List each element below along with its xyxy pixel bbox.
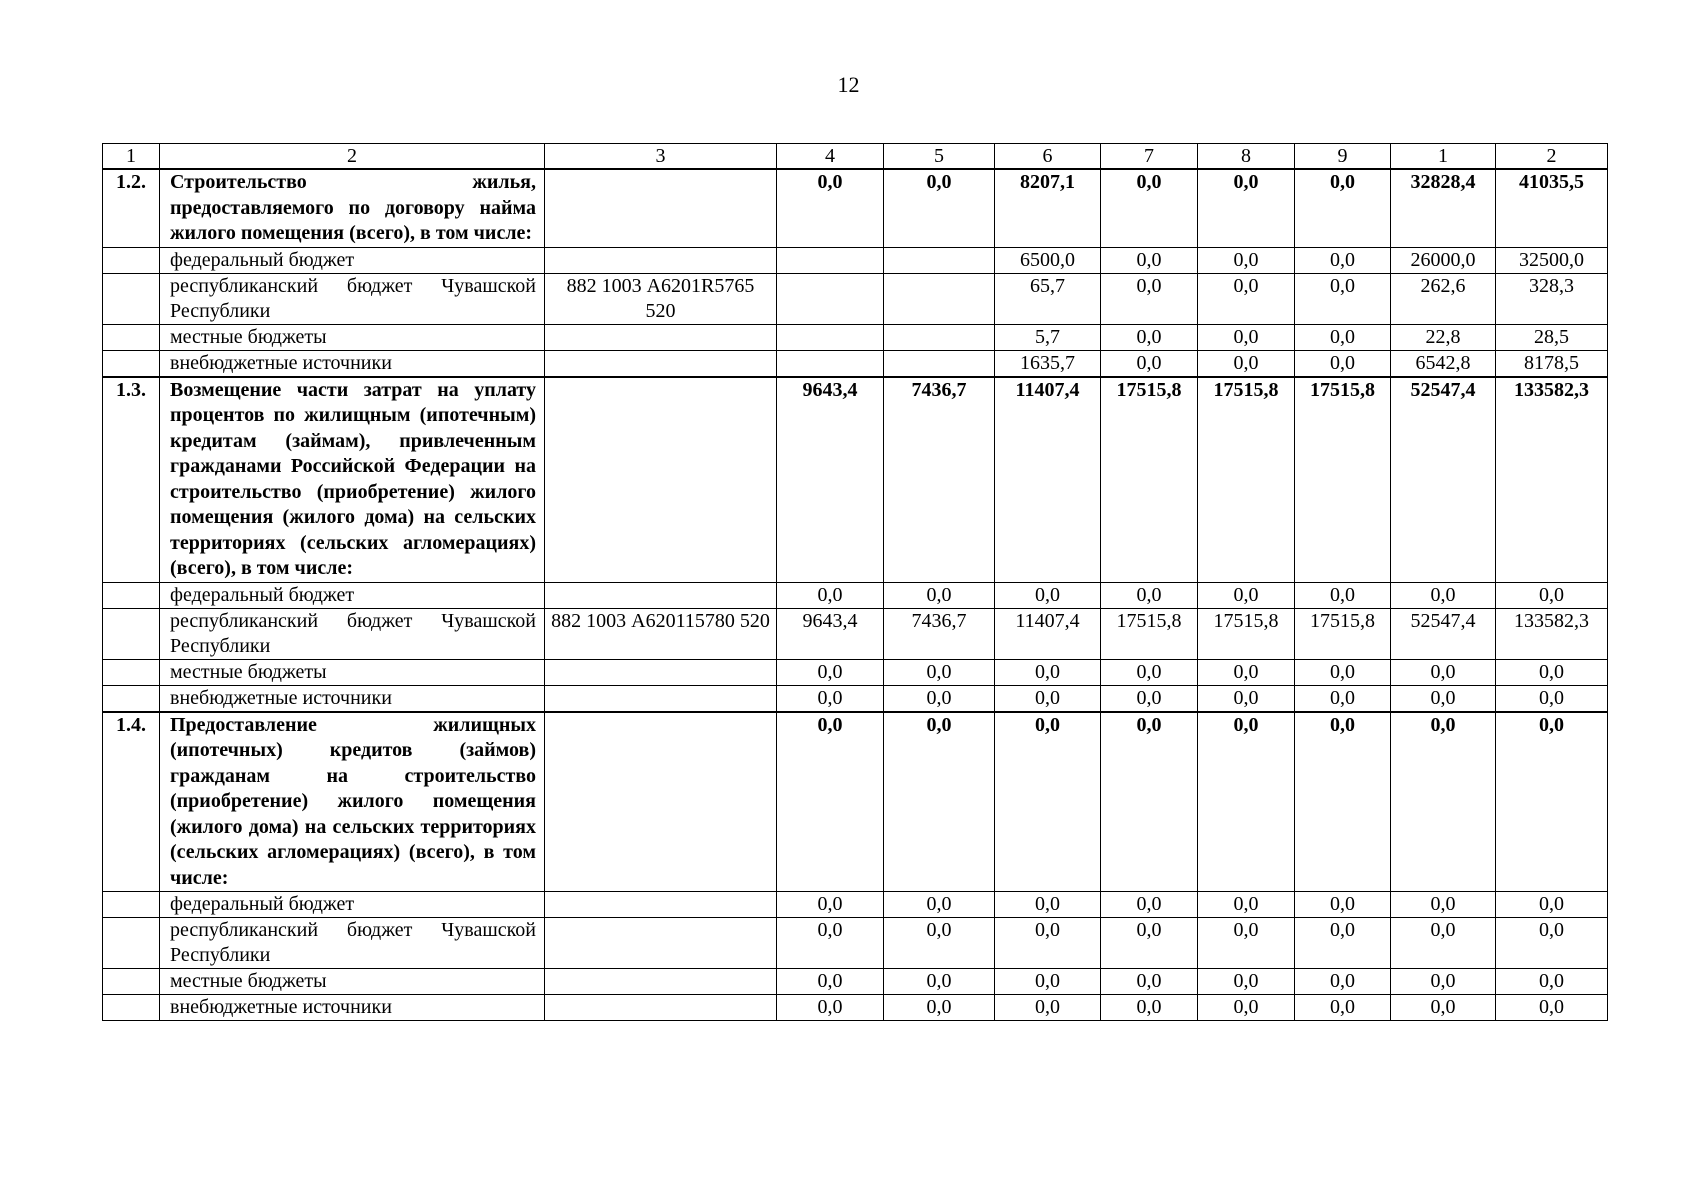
column-header: 5 [884, 144, 995, 170]
section-value: 0,0 [777, 712, 884, 892]
source-value: 0,0 [1198, 247, 1295, 273]
budget-code [545, 892, 777, 918]
row-number-empty [103, 582, 160, 608]
source-value: 26000,0 [1391, 247, 1496, 273]
column-header: 9 [1295, 144, 1391, 170]
section-value: 7436,7 [884, 377, 995, 583]
row-number-empty [103, 350, 160, 377]
source-value: 0,0 [1198, 659, 1295, 685]
section-value: 9643,4 [777, 377, 884, 583]
source-value: 0,0 [1198, 969, 1295, 995]
source-value: 0,0 [1391, 659, 1496, 685]
source-value: 6542,8 [1391, 350, 1496, 377]
section-value: 0,0 [1295, 169, 1391, 247]
budget-code [545, 685, 777, 712]
section-value: 17515,8 [1101, 377, 1198, 583]
source-row [103, 350, 1608, 377]
source-value: 0,0 [1101, 582, 1198, 608]
column-header: 1 [1391, 144, 1496, 170]
budget-code: 882 1003 А620115780 520 [545, 608, 777, 659]
source-value [884, 324, 995, 350]
source-value: 0,0 [1198, 918, 1295, 969]
source-value: 0,0 [1391, 582, 1496, 608]
section-title: Возмещение части затрат на уплату процентов по жилищным (ипотечным) кредитам (займам), привлеченным гражданами Российской Федерации на строительство (приобретение) жилого помещения (жилого дома) на сельских территориях (сельских агломерациях) (всего), в том числе: [160, 377, 545, 583]
column-header: 2 [1496, 144, 1608, 170]
source-value: 0,0 [1198, 892, 1295, 918]
source-value [884, 350, 995, 377]
source-value: 28,5 [1496, 324, 1608, 350]
source-label: местные бюджеты [160, 659, 545, 685]
source-value: 0,0 [1101, 892, 1198, 918]
source-value: 0,0 [777, 582, 884, 608]
source-value: 0,0 [1496, 582, 1608, 608]
source-value: 0,0 [1101, 273, 1198, 324]
source-value: 0,0 [1101, 659, 1198, 685]
source-value: 0,0 [1198, 995, 1295, 1021]
section-value: 11407,4 [995, 377, 1101, 583]
source-value: 0,0 [1101, 324, 1198, 350]
source-row [103, 608, 1608, 659]
source-value: 0,0 [1391, 918, 1496, 969]
source-value: 0,0 [884, 582, 995, 608]
section-code [545, 377, 777, 583]
section-row [103, 169, 1608, 247]
source-label: республиканский бюджет Чувашской Республики [160, 608, 545, 659]
source-label: внебюджетные источники [160, 685, 545, 712]
source-value: 17515,8 [1198, 608, 1295, 659]
budget-code: 882 1003 А6201R5765 520 [545, 273, 777, 324]
source-value: 7436,7 [884, 608, 995, 659]
section-value: 0,0 [777, 169, 884, 247]
row-number-empty [103, 685, 160, 712]
budget-code [545, 659, 777, 685]
source-value: 32500,0 [1496, 247, 1608, 273]
budget-code [545, 918, 777, 969]
section-title: Строительство жилья, предоставляемого по договору найма жилого помещения (всего), в том числе: [160, 169, 545, 247]
source-value: 22,8 [1391, 324, 1496, 350]
column-header: 8 [1198, 144, 1295, 170]
budget-code [545, 969, 777, 995]
row-number-empty [103, 892, 160, 918]
source-value: 0,0 [1101, 918, 1198, 969]
source-value: 0,0 [1295, 582, 1391, 608]
source-value: 0,0 [995, 659, 1101, 685]
source-value: 0,0 [884, 892, 995, 918]
source-label: внебюджетные источники [160, 995, 545, 1021]
source-value: 0,0 [1391, 685, 1496, 712]
source-row [103, 685, 1608, 712]
section-value: 32828,4 [1391, 169, 1496, 247]
source-value: 0,0 [1295, 659, 1391, 685]
source-value: 17515,8 [1101, 608, 1198, 659]
source-value [777, 350, 884, 377]
source-value: 0,0 [995, 918, 1101, 969]
section-code [545, 712, 777, 892]
source-value: 0,0 [1295, 324, 1391, 350]
section-value: 0,0 [1198, 712, 1295, 892]
source-value: 0,0 [1496, 995, 1608, 1021]
source-value: 5,7 [995, 324, 1101, 350]
source-value: 0,0 [777, 918, 884, 969]
section-value: 0,0 [995, 712, 1101, 892]
column-header: 4 [777, 144, 884, 170]
source-row [103, 659, 1608, 685]
row-number-empty [103, 659, 160, 685]
section-value: 0,0 [1101, 169, 1198, 247]
source-value: 0,0 [1198, 582, 1295, 608]
source-value: 0,0 [777, 995, 884, 1021]
source-value: 0,0 [884, 918, 995, 969]
source-value: 0,0 [1496, 659, 1608, 685]
source-value: 0,0 [1496, 892, 1608, 918]
source-value: 9643,4 [777, 608, 884, 659]
budget-code [545, 324, 777, 350]
section-row [103, 712, 1608, 892]
source-row [103, 582, 1608, 608]
source-value: 0,0 [884, 995, 995, 1021]
source-value: 0,0 [884, 969, 995, 995]
source-value: 8178,5 [1496, 350, 1608, 377]
source-value: 0,0 [777, 659, 884, 685]
source-label: республиканский бюджет Чувашской Республики [160, 918, 545, 969]
source-value: 0,0 [1295, 892, 1391, 918]
source-label: местные бюджеты [160, 969, 545, 995]
source-value: 0,0 [1391, 892, 1496, 918]
source-value: 0,0 [995, 685, 1101, 712]
source-value: 65,7 [995, 273, 1101, 324]
section-value: 0,0 [1295, 712, 1391, 892]
section-value: 0,0 [1101, 712, 1198, 892]
section-value: 41035,5 [1496, 169, 1608, 247]
source-value [777, 247, 884, 273]
column-header: 2 [160, 144, 545, 170]
source-row [103, 273, 1608, 324]
section-value: 0,0 [884, 169, 995, 247]
source-value: 0,0 [777, 892, 884, 918]
row-number-empty [103, 247, 160, 273]
source-value: 0,0 [884, 685, 995, 712]
source-value: 0,0 [995, 969, 1101, 995]
source-value: 52547,4 [1391, 608, 1496, 659]
source-label: федеральный бюджет [160, 247, 545, 273]
source-value: 17515,8 [1295, 608, 1391, 659]
source-value: 0,0 [1101, 247, 1198, 273]
source-value: 11407,4 [995, 608, 1101, 659]
source-value: 0,0 [1295, 918, 1391, 969]
source-value: 6500,0 [995, 247, 1101, 273]
row-number-empty [103, 995, 160, 1021]
source-value: 0,0 [1496, 685, 1608, 712]
source-value: 0,0 [1198, 273, 1295, 324]
source-value: 0,0 [995, 582, 1101, 608]
table-body [103, 144, 1608, 1021]
row-number-empty [103, 324, 160, 350]
source-value: 0,0 [1295, 969, 1391, 995]
budget-code [545, 247, 777, 273]
section-number: 1.3. [103, 377, 160, 583]
source-value: 0,0 [1496, 969, 1608, 995]
source-value: 328,3 [1496, 273, 1608, 324]
source-value: 133582,3 [1496, 608, 1608, 659]
section-value: 0,0 [1198, 169, 1295, 247]
row-number-empty [103, 969, 160, 995]
section-value: 133582,3 [1496, 377, 1608, 583]
budget-table [102, 143, 1608, 1021]
source-value: 0,0 [1295, 685, 1391, 712]
source-row [103, 995, 1608, 1021]
column-header-row [103, 144, 1608, 170]
column-header: 6 [995, 144, 1101, 170]
source-value: 0,0 [1198, 324, 1295, 350]
budget-code [545, 995, 777, 1021]
budget-code [545, 582, 777, 608]
source-label: республиканский бюджет Чувашской Республики [160, 273, 545, 324]
source-label: федеральный бюджет [160, 892, 545, 918]
source-row [103, 918, 1608, 969]
source-row [103, 324, 1608, 350]
column-header: 1 [103, 144, 160, 170]
budget-code [545, 350, 777, 377]
section-value: 0,0 [1496, 712, 1608, 892]
section-value: 17515,8 [1198, 377, 1295, 583]
page-number: 12 [837, 72, 860, 97]
source-value: 0,0 [777, 969, 884, 995]
source-value: 0,0 [995, 892, 1101, 918]
source-row [103, 892, 1608, 918]
source-value [777, 324, 884, 350]
source-value [884, 247, 995, 273]
section-title: Предоставление жилищных (ипотечных) кредитов (займов) гражданам на строительство (приобретение) жилого помещения (жилого дома) на сельских территориях (сельских агломерациях) (всего), в том числе: [160, 712, 545, 892]
source-value [884, 273, 995, 324]
source-value: 0,0 [1295, 350, 1391, 377]
section-value: 0,0 [1391, 712, 1496, 892]
section-value: 0,0 [884, 712, 995, 892]
source-value: 0,0 [1198, 350, 1295, 377]
section-value: 17515,8 [1295, 377, 1391, 583]
source-label: федеральный бюджет [160, 582, 545, 608]
section-code [545, 169, 777, 247]
source-value: 0,0 [1101, 995, 1198, 1021]
source-value: 0,0 [1295, 273, 1391, 324]
source-value: 0,0 [1101, 969, 1198, 995]
source-value: 0,0 [1391, 995, 1496, 1021]
section-value: 8207,1 [995, 169, 1101, 247]
source-label: местные бюджеты [160, 324, 545, 350]
source-value: 262,6 [1391, 273, 1496, 324]
section-value: 52547,4 [1391, 377, 1496, 583]
source-value: 1635,7 [995, 350, 1101, 377]
source-value [777, 273, 884, 324]
source-label: внебюджетные источники [160, 350, 545, 377]
source-value: 0,0 [995, 995, 1101, 1021]
source-row [103, 969, 1608, 995]
source-row [103, 247, 1608, 273]
source-value: 0,0 [1391, 969, 1496, 995]
row-number-empty [103, 273, 160, 324]
source-value: 0,0 [777, 685, 884, 712]
source-value: 0,0 [1295, 247, 1391, 273]
source-value: 0,0 [1101, 685, 1198, 712]
column-header: 3 [545, 144, 777, 170]
section-number: 1.2. [103, 169, 160, 247]
source-value: 0,0 [1101, 350, 1198, 377]
row-number-empty [103, 918, 160, 969]
section-number: 1.4. [103, 712, 160, 892]
column-header: 7 [1101, 144, 1198, 170]
source-value: 0,0 [1295, 995, 1391, 1021]
section-row [103, 377, 1608, 583]
row-number-empty [103, 608, 160, 659]
source-value: 0,0 [1198, 685, 1295, 712]
source-value: 0,0 [1496, 918, 1608, 969]
source-value: 0,0 [884, 659, 995, 685]
